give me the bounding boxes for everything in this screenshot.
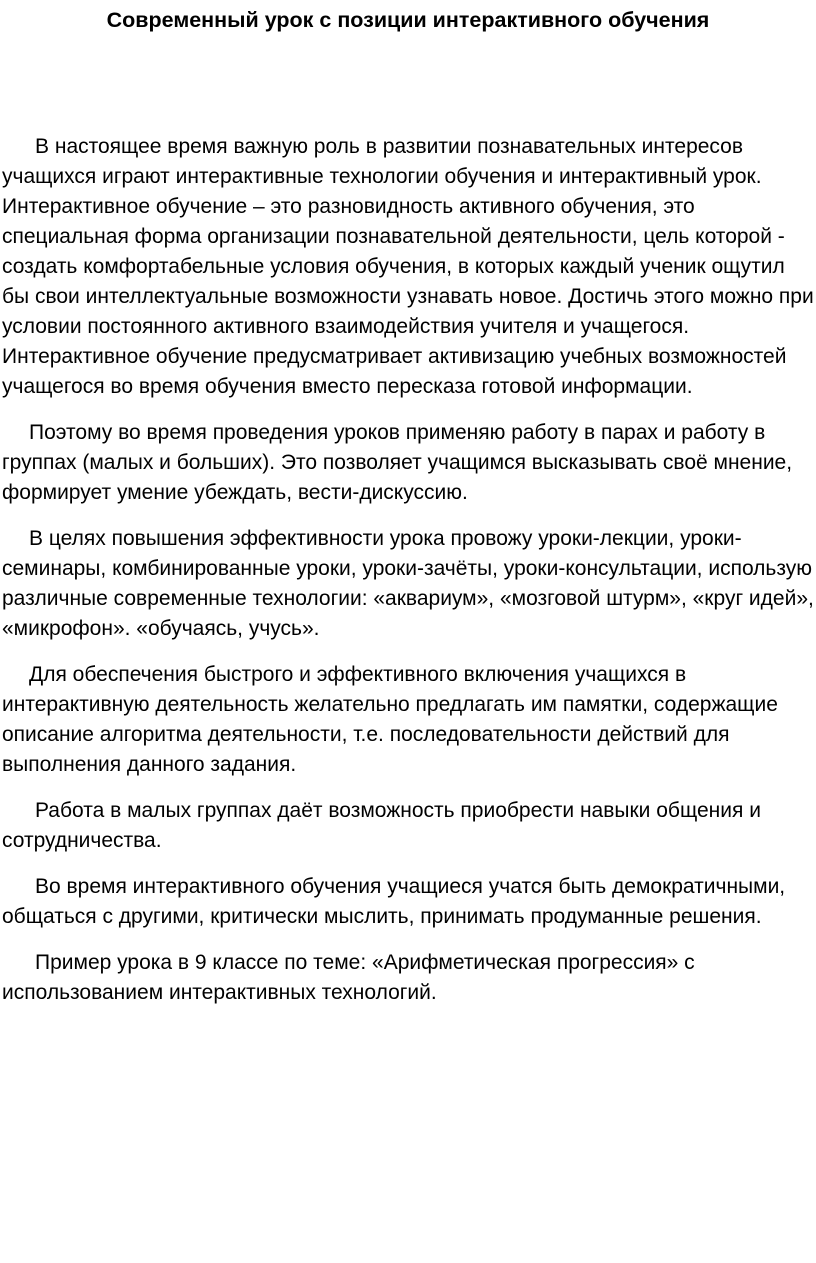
document-body — [2, 132, 814, 1024]
paragraph-small-groups: Работа в малых группах даёт возможность приобрести навыки общения и сотрудничества. — [2, 799, 761, 852]
paragraph-interactive-learning: Во время интерактивного обучения учащиеся учатся быть демократичными, общаться с другими, критически мыслить, принимать продуманные решения. — [2, 875, 786, 928]
paragraph-memos: Для обеспечения быстрого и эффективного включения учащихся в интерактивную деятельность желательно предлагать им памятки, содержащие описание алгоритма деятельности, т.е. последовательности действий для выполнения данного задания. — [2, 663, 778, 776]
paragraph-intro: В настоящее время важную роль в развитии познавательных интересов учащихся играют интерактивные технологии обучения и интерактивный урок. Интерактивное обучение – это разновидность активного обучения, это специальная форма организации познавательной деятельности, цель которой - создать комфортабельные условия обучения, в которых каждый ученик ощутил бы свои интеллектуальные возможности узнавать новое. Достичь этого можно при условии постоянного активного взаимодействия учителя и учащегося. Интерактивное обучение предусматривает активизацию учебных возможностей учащегося во время обучения вместо пересказа готовой информации. — [2, 135, 814, 398]
paragraph-lesson-example: Пример урока в 9 классе по теме: «Арифметическая прогрессия» с использованием интерактивных технологий. — [2, 951, 695, 1004]
paragraph-pair-work: Поэтому во время проведения уроков применяю работу в парах и работу в группах (малых и больших). Это позволяет учащимся высказывать своё мнение, формирует умение убеждать, вести-дискуссию. — [2, 421, 793, 504]
paragraph-lesson-types: В целях повышения эффективности урока провожу уроки-лекции, уроки-семинары, комбинированные уроки, уроки-зачёты, уроки-консультации, использую различные современные технологии: «аквариум», «мозговой штурм», «круг идей», «микрофон». «обучаясь, учусь». — [2, 527, 814, 640]
document-title: Современный урок с позиции интерактивного обучения — [106, 8, 710, 32]
